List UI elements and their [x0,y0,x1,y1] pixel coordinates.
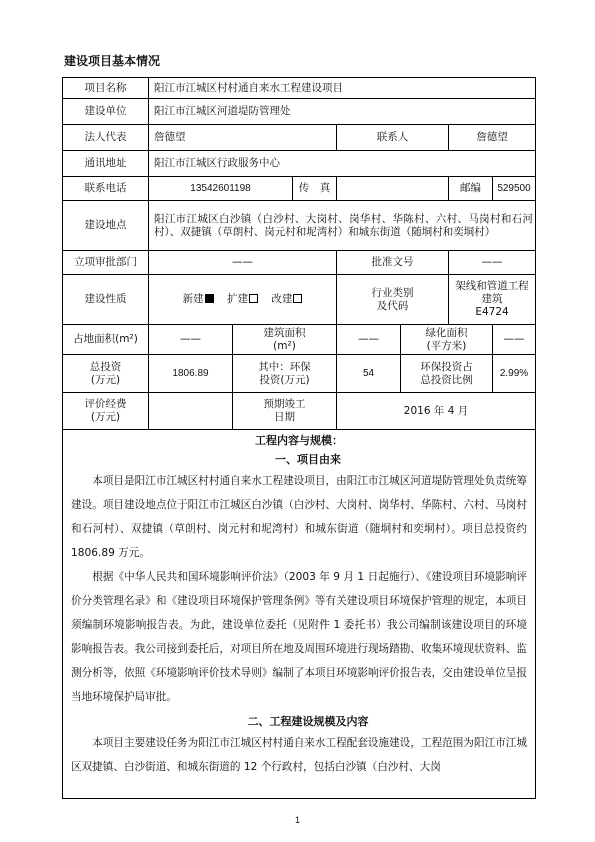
industry-label: 行业类别 及代码 [337,275,449,325]
builder-value: 阳江市江城区河道堤防管理处 [149,99,536,125]
builder-label: 建设单位 [63,99,149,125]
contact-value: 詹德望 [449,125,536,151]
nature-change-checkbox [293,294,302,303]
green-area-value: —— [493,325,536,355]
land-area-value: —— [149,325,233,355]
approval-dept-value: —— [149,251,337,275]
land-area-label: 占地面积(m²) [63,325,149,355]
scale-paragraph: 本项目主要建设任务为阳江市江城区村村通自来水工程配套设施建设，工程范围为阳江市江城区双捷镇、白沙街道、和城东街道的 12 个行政村，包括白沙镇（白沙村、大岗 [71,737,528,773]
postcode-value: 529500 [493,177,536,201]
completion-label: 预期竣工 日期 [233,393,337,430]
env-invest-value: 54 [337,355,401,393]
total-invest-label: 总投资 (万元) [63,355,149,393]
origin-paragraph-2: 根据《中华人民共和国环境影响评价法》（2003 年 9 月 1 日起施行）、《建设项目环境影响评价分类管理名录》和《建设项目环境保护管理条例》等有关建设项目环境保护管理的规定，本项目须编制环境影响报告表。为此，建设单位委托（见附件 1 委托书）我公司编制该建设项目的环境影响报告表。我公司接到委托后，对项目所在地及周围环境进行现场踏勘、收集环境现状资料、监测分析等，依照《环境影响评价技术导则》编制了本项目环境影响评价报告表，交由建设单位呈报当地环境保护局审批。 [71,571,528,703]
postcode-label: 邮编 [449,177,493,201]
env-ratio-label: 环保投资占 总投资比例 [401,355,493,393]
legal-rep-label: 法人代表 [63,125,149,151]
review-fee-value [149,393,233,430]
project-name-label: 项目名称 [63,78,149,99]
basic-info-table [62,77,536,799]
page-number: 1 [294,815,300,825]
project-name-value: 阳江市江城区村村通自来水工程建设项目 [149,78,536,99]
origin-paragraph-1: 本项目是阳江市江城区村村通自来水工程建设项目，由阳江市江城区河道堤防管理处负责统筹建设。项目建设地点位于阳江市江城区白沙镇（白沙村、大岗村、岗华村、华陈村、六村、马岗村和石河村）、双捷镇（草朗村、岗元村和坭湾村）和城东街道（随垌村和奕垌村）。项目总投资约 1806.89 万元。 [71,475,528,559]
nature-expand-label: 扩建 [227,293,248,305]
completion-value: 2016 年 4 月 [337,393,536,430]
building-area-value: —— [337,325,401,355]
section-origin-title: 一、项目由来 [275,453,341,466]
contact-label: 联系人 [337,125,449,151]
location-label: 建设地点 [63,201,149,251]
green-area-label: 绿化面积 (平方米) [401,325,493,355]
review-fee-label: 评价经费 (万元) [63,393,149,430]
building-area-label: 建筑面积 (m²) [233,325,337,355]
total-invest-value: 1806.89 [149,355,233,393]
content-heading: 工程内容与规模： [255,434,343,447]
legal-rep-value: 詹德望 [149,125,337,151]
approval-no-value: —— [449,251,536,275]
fax-label: 传 真 [293,177,337,201]
nature-expand-checkbox [249,294,258,303]
location-value: 阳江市江城区白沙镇（白沙村、大岗村、岗华村、华陈村、六村、马岗村和石河村）、双捷镇（草朗村、岗元村和坭湾村）和城东街道（随垌村和奕垌村） [149,201,536,251]
page-title: 建设项目基本情况 [64,54,161,68]
nature-change-label: 改建 [271,293,293,305]
project-content-cell [63,430,536,799]
approval-no-label: 批准文号 [337,251,449,275]
nature-options [149,275,337,325]
env-ratio-value: 2.99% [493,355,536,393]
fax-value [337,177,449,201]
nature-label: 建设性质 [63,275,149,325]
section-scale-title: 二、工程建设规模及内容 [247,715,369,728]
nature-new-label: 新建 [182,293,204,305]
nature-new-checkbox [205,294,214,303]
industry-value: 架线和管道工程建筑 E4724 [449,275,536,325]
address-value: 阳江市江城区行政服务中心 [149,151,536,177]
env-invest-label: 其中：环保 投资(万元) [233,355,337,393]
address-label: 通讯地址 [63,151,149,177]
phone-label: 联系电话 [63,177,149,201]
approval-dept-label: 立项审批部门 [63,251,149,275]
phone-value: 13542601198 [149,177,293,201]
